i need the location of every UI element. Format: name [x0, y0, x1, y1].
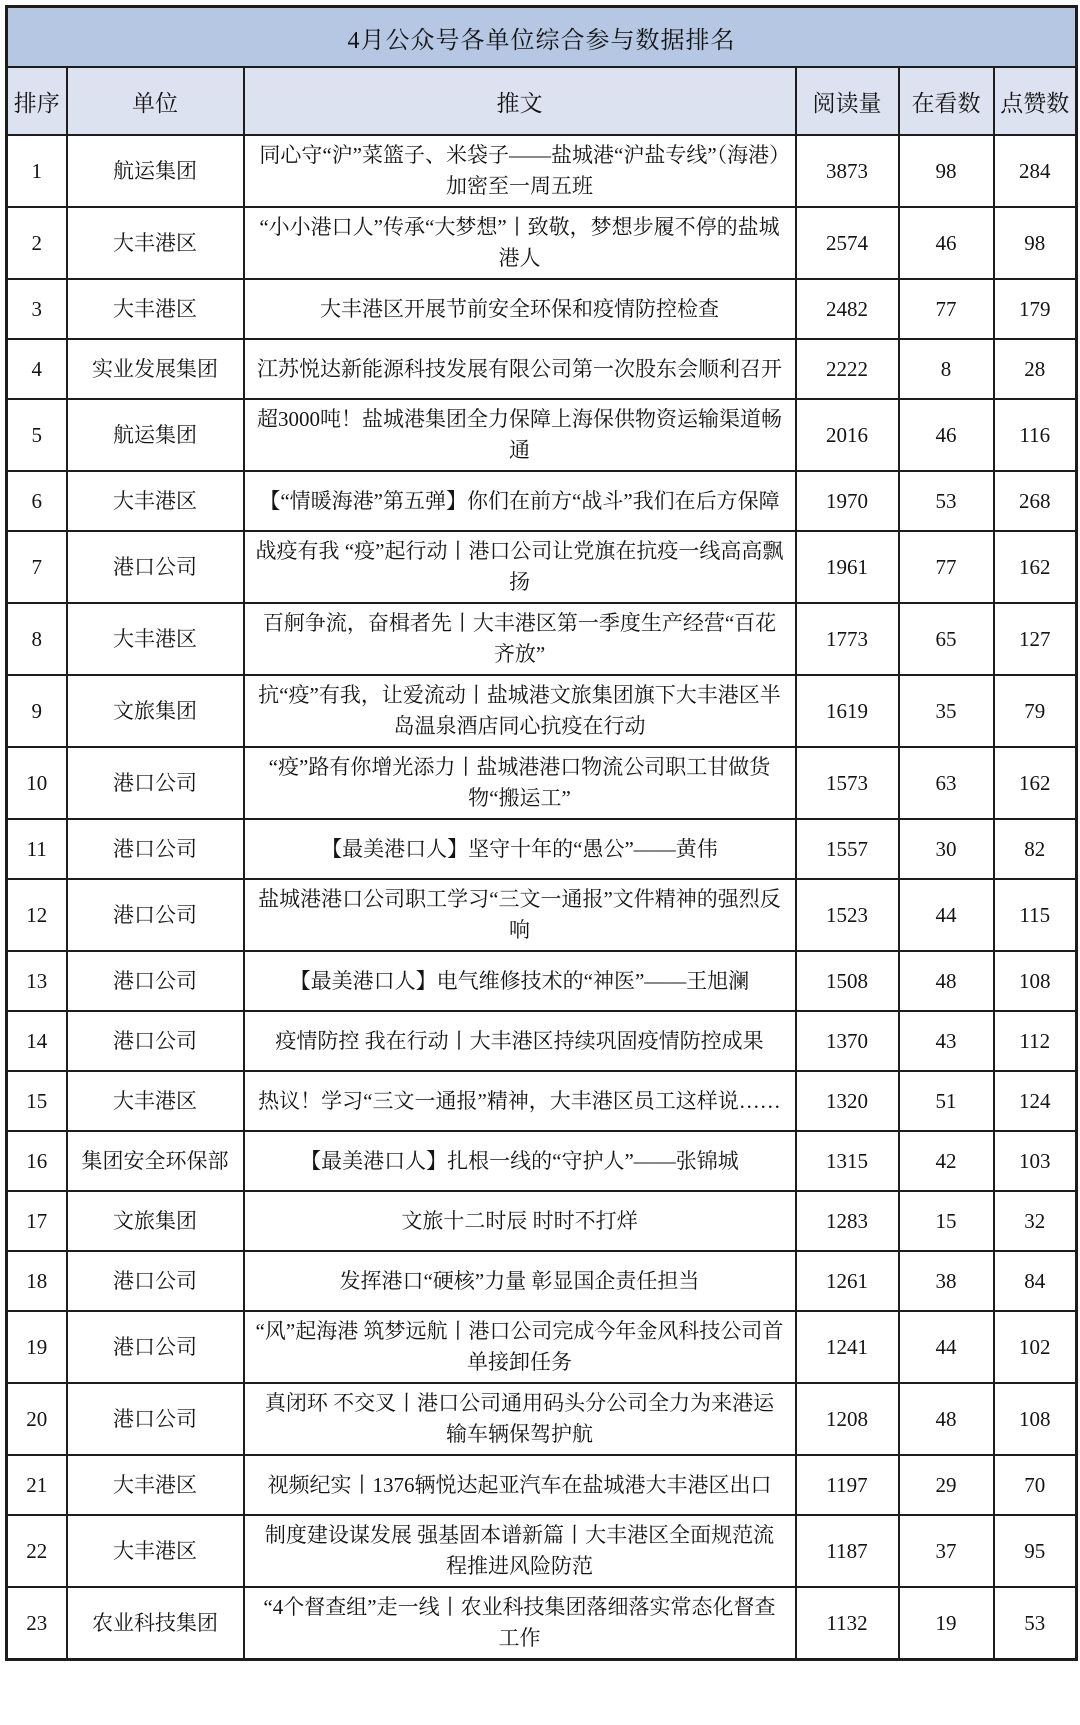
likes-cell: 103	[994, 1131, 1077, 1191]
table-body	[7, 135, 1077, 1660]
reads-cell: 1961	[796, 531, 899, 603]
table-row	[7, 339, 1077, 399]
views-cell: 44	[899, 879, 994, 951]
views-cell: 29	[899, 1455, 994, 1515]
table-row	[7, 135, 1077, 207]
likes-cell: 32	[994, 1191, 1077, 1251]
reads-cell: 1773	[796, 603, 899, 675]
reads-cell: 1261	[796, 1251, 899, 1311]
article-cell: 【最美港口人】扎根一线的“守护人”——张锦城	[244, 1131, 796, 1191]
unit-cell: 大丰港区	[67, 207, 244, 279]
rank-cell: 2	[7, 207, 67, 279]
rank-cell: 22	[7, 1515, 67, 1587]
unit-cell: 大丰港区	[67, 1515, 244, 1587]
likes-cell: 112	[994, 1011, 1077, 1071]
likes-cell: 179	[994, 279, 1077, 339]
article-cell: 【最美港口人】电气维修技术的“神医”——王旭澜	[244, 951, 796, 1011]
likes-cell: 162	[994, 531, 1077, 603]
likes-cell: 53	[994, 1587, 1077, 1660]
reads-cell: 2482	[796, 279, 899, 339]
rank-cell: 13	[7, 951, 67, 1011]
table-row	[7, 1191, 1077, 1251]
reads-cell: 2016	[796, 399, 899, 471]
views-cell: 46	[899, 399, 994, 471]
unit-cell: 港口公司	[67, 1251, 244, 1311]
unit-cell: 文旅集团	[67, 1191, 244, 1251]
column-header-unit: 单位	[67, 67, 244, 135]
article-cell: 视频纪实丨1376辆悦达起亚汽车在盐城港大丰港区出口	[244, 1455, 796, 1515]
ranking-table	[5, 5, 1078, 1661]
article-cell: 抗“疫”有我，让爱流动丨盐城港文旅集团旗下大丰港区半岛温泉酒店同心抗疫在行动	[244, 675, 796, 747]
views-cell: 8	[899, 339, 994, 399]
unit-cell: 大丰港区	[67, 1071, 244, 1131]
likes-cell: 82	[994, 819, 1077, 879]
article-cell: 热议！学习“三文一通报”精神，大丰港区员工这样说……	[244, 1071, 796, 1131]
views-cell: 15	[899, 1191, 994, 1251]
article-cell: 【“情暖海港”第五弹】你们在前方“战斗”我们在后方保障	[244, 471, 796, 531]
views-cell: 19	[899, 1587, 994, 1660]
views-cell: 65	[899, 603, 994, 675]
reads-cell: 2574	[796, 207, 899, 279]
reads-cell: 1208	[796, 1383, 899, 1455]
article-cell: “小小港口人”传承“大梦想”丨致敬，梦想步履不停的盐城港人	[244, 207, 796, 279]
table-row	[7, 747, 1077, 819]
views-cell: 43	[899, 1011, 994, 1071]
article-cell: 百舸争流，奋楫者先丨大丰港区第一季度生产经营“百花齐放”	[244, 603, 796, 675]
reads-cell: 1241	[796, 1311, 899, 1383]
table-row	[7, 603, 1077, 675]
table-row	[7, 279, 1077, 339]
likes-cell: 95	[994, 1515, 1077, 1587]
table-row	[7, 879, 1077, 951]
unit-cell: 港口公司	[67, 1383, 244, 1455]
likes-cell: 108	[994, 951, 1077, 1011]
likes-cell: 108	[994, 1383, 1077, 1455]
article-cell: 盐城港港口公司职工学习“三文一通报”文件精神的强烈反响	[244, 879, 796, 951]
article-cell: 疫情防控 我在行动丨大丰港区持续巩固疫情防控成果	[244, 1011, 796, 1071]
table-row	[7, 1071, 1077, 1131]
unit-cell: 大丰港区	[67, 603, 244, 675]
likes-cell: 98	[994, 207, 1077, 279]
article-cell: 【最美港口人】坚守十年的“愚公”——黄伟	[244, 819, 796, 879]
likes-cell: 268	[994, 471, 1077, 531]
unit-cell: 大丰港区	[67, 471, 244, 531]
likes-cell: 124	[994, 1071, 1077, 1131]
unit-cell: 大丰港区	[67, 1455, 244, 1515]
table-row	[7, 531, 1077, 603]
article-cell: “风”起海港 筑梦远航丨港口公司完成今年金风科技公司首单接卸任务	[244, 1311, 796, 1383]
views-cell: 35	[899, 675, 994, 747]
unit-cell: 航运集团	[67, 135, 244, 207]
article-cell: 文旅十二时辰 时时不打烊	[244, 1191, 796, 1251]
views-cell: 42	[899, 1131, 994, 1191]
reads-cell: 1619	[796, 675, 899, 747]
table-row	[7, 819, 1077, 879]
article-cell: 同心守“沪”菜篮子、米袋子——盐城港“沪盐专线”（海港）加密至一周五班	[244, 135, 796, 207]
reads-cell: 1970	[796, 471, 899, 531]
rank-cell: 21	[7, 1455, 67, 1515]
views-cell: 46	[899, 207, 994, 279]
unit-cell: 港口公司	[67, 1011, 244, 1071]
views-cell: 44	[899, 1311, 994, 1383]
unit-cell: 港口公司	[67, 879, 244, 951]
table-row	[7, 1131, 1077, 1191]
unit-cell: 港口公司	[67, 1311, 244, 1383]
table-row	[7, 471, 1077, 531]
rank-cell: 5	[7, 399, 67, 471]
likes-cell: 84	[994, 1251, 1077, 1311]
unit-cell: 农业科技集团	[67, 1587, 244, 1660]
article-cell: 发挥港口“硬核”力量 彰显国企责任担当	[244, 1251, 796, 1311]
views-cell: 77	[899, 279, 994, 339]
reads-cell: 1187	[796, 1515, 899, 1587]
likes-cell: 79	[994, 675, 1077, 747]
reads-cell: 1320	[796, 1071, 899, 1131]
column-header-rank: 排序	[7, 67, 67, 135]
article-cell: 真闭环 不交叉丨港口公司通用码头分公司全力为来港运输车辆保驾护航	[244, 1383, 796, 1455]
unit-cell: 港口公司	[67, 951, 244, 1011]
views-cell: 48	[899, 1383, 994, 1455]
rank-cell: 6	[7, 471, 67, 531]
likes-cell: 116	[994, 399, 1077, 471]
views-cell: 77	[899, 531, 994, 603]
title-row	[7, 7, 1077, 68]
likes-cell: 284	[994, 135, 1077, 207]
reads-cell: 1523	[796, 879, 899, 951]
reads-cell: 1370	[796, 1011, 899, 1071]
column-header-article: 推文	[244, 67, 796, 135]
column-header-likes: 点赞数	[994, 67, 1077, 135]
table-row	[7, 1587, 1077, 1660]
views-cell: 48	[899, 951, 994, 1011]
likes-cell: 102	[994, 1311, 1077, 1383]
header-row	[7, 67, 1077, 135]
views-cell: 51	[899, 1071, 994, 1131]
rank-cell: 4	[7, 339, 67, 399]
unit-cell: 集团安全环保部	[67, 1131, 244, 1191]
table-row	[7, 1311, 1077, 1383]
rank-cell: 15	[7, 1071, 67, 1131]
reads-cell: 1508	[796, 951, 899, 1011]
unit-cell: 港口公司	[67, 531, 244, 603]
reads-cell: 1283	[796, 1191, 899, 1251]
likes-cell: 127	[994, 603, 1077, 675]
rank-cell: 17	[7, 1191, 67, 1251]
table-row	[7, 1383, 1077, 1455]
table-row	[7, 1515, 1077, 1587]
likes-cell: 70	[994, 1455, 1077, 1515]
rank-cell: 10	[7, 747, 67, 819]
table-row	[7, 951, 1077, 1011]
rank-cell: 3	[7, 279, 67, 339]
table-row	[7, 1251, 1077, 1311]
reads-cell: 1315	[796, 1131, 899, 1191]
rank-cell: 16	[7, 1131, 67, 1191]
article-cell: 超3000吨！盐城港集团全力保障上海保供物资运输渠道畅通	[244, 399, 796, 471]
rank-cell: 20	[7, 1383, 67, 1455]
table-row	[7, 207, 1077, 279]
rank-cell: 11	[7, 819, 67, 879]
article-cell: “4个督查组”走一线丨农业科技集团落细落实常态化督查工作	[244, 1587, 796, 1660]
rank-cell: 14	[7, 1011, 67, 1071]
unit-cell: 大丰港区	[67, 279, 244, 339]
article-cell: 江苏悦达新能源科技发展有限公司第一次股东会顺利召开	[244, 339, 796, 399]
table-row	[7, 399, 1077, 471]
likes-cell: 28	[994, 339, 1077, 399]
unit-cell: 文旅集团	[67, 675, 244, 747]
reads-cell: 3873	[796, 135, 899, 207]
article-cell: 战疫有我 “疫”起行动丨港口公司让党旗在抗疫一线高高飘扬	[244, 531, 796, 603]
article-cell: “疫”路有你增光添力丨盐城港港口物流公司职工甘做货物“搬运工”	[244, 747, 796, 819]
rank-cell: 23	[7, 1587, 67, 1660]
article-cell: 制度建设谋发展 强基固本谱新篇丨大丰港区全面规范流程推进风险防范	[244, 1515, 796, 1587]
views-cell: 30	[899, 819, 994, 879]
unit-cell: 港口公司	[67, 747, 244, 819]
table-row	[7, 675, 1077, 747]
rank-cell: 7	[7, 531, 67, 603]
reads-cell: 1557	[796, 819, 899, 879]
column-header-reads: 阅读量	[796, 67, 899, 135]
article-cell: 大丰港区开展节前安全环保和疫情防控检查	[244, 279, 796, 339]
column-header-views: 在看数	[899, 67, 994, 135]
table-title: 4月公众号各单位综合参与数据排名	[7, 7, 1077, 68]
rank-cell: 9	[7, 675, 67, 747]
unit-cell: 实业发展集团	[67, 339, 244, 399]
views-cell: 53	[899, 471, 994, 531]
table-row	[7, 1455, 1077, 1515]
views-cell: 98	[899, 135, 994, 207]
rank-cell: 1	[7, 135, 67, 207]
unit-cell: 航运集团	[67, 399, 244, 471]
reads-cell: 1573	[796, 747, 899, 819]
likes-cell: 162	[994, 747, 1077, 819]
views-cell: 37	[899, 1515, 994, 1587]
rank-cell: 18	[7, 1251, 67, 1311]
unit-cell: 港口公司	[67, 819, 244, 879]
rank-cell: 12	[7, 879, 67, 951]
views-cell: 63	[899, 747, 994, 819]
likes-cell: 115	[994, 879, 1077, 951]
rank-cell: 8	[7, 603, 67, 675]
views-cell: 38	[899, 1251, 994, 1311]
rank-cell: 19	[7, 1311, 67, 1383]
reads-cell: 1132	[796, 1587, 899, 1660]
reads-cell: 1197	[796, 1455, 899, 1515]
reads-cell: 2222	[796, 339, 899, 399]
table-row	[7, 1011, 1077, 1071]
